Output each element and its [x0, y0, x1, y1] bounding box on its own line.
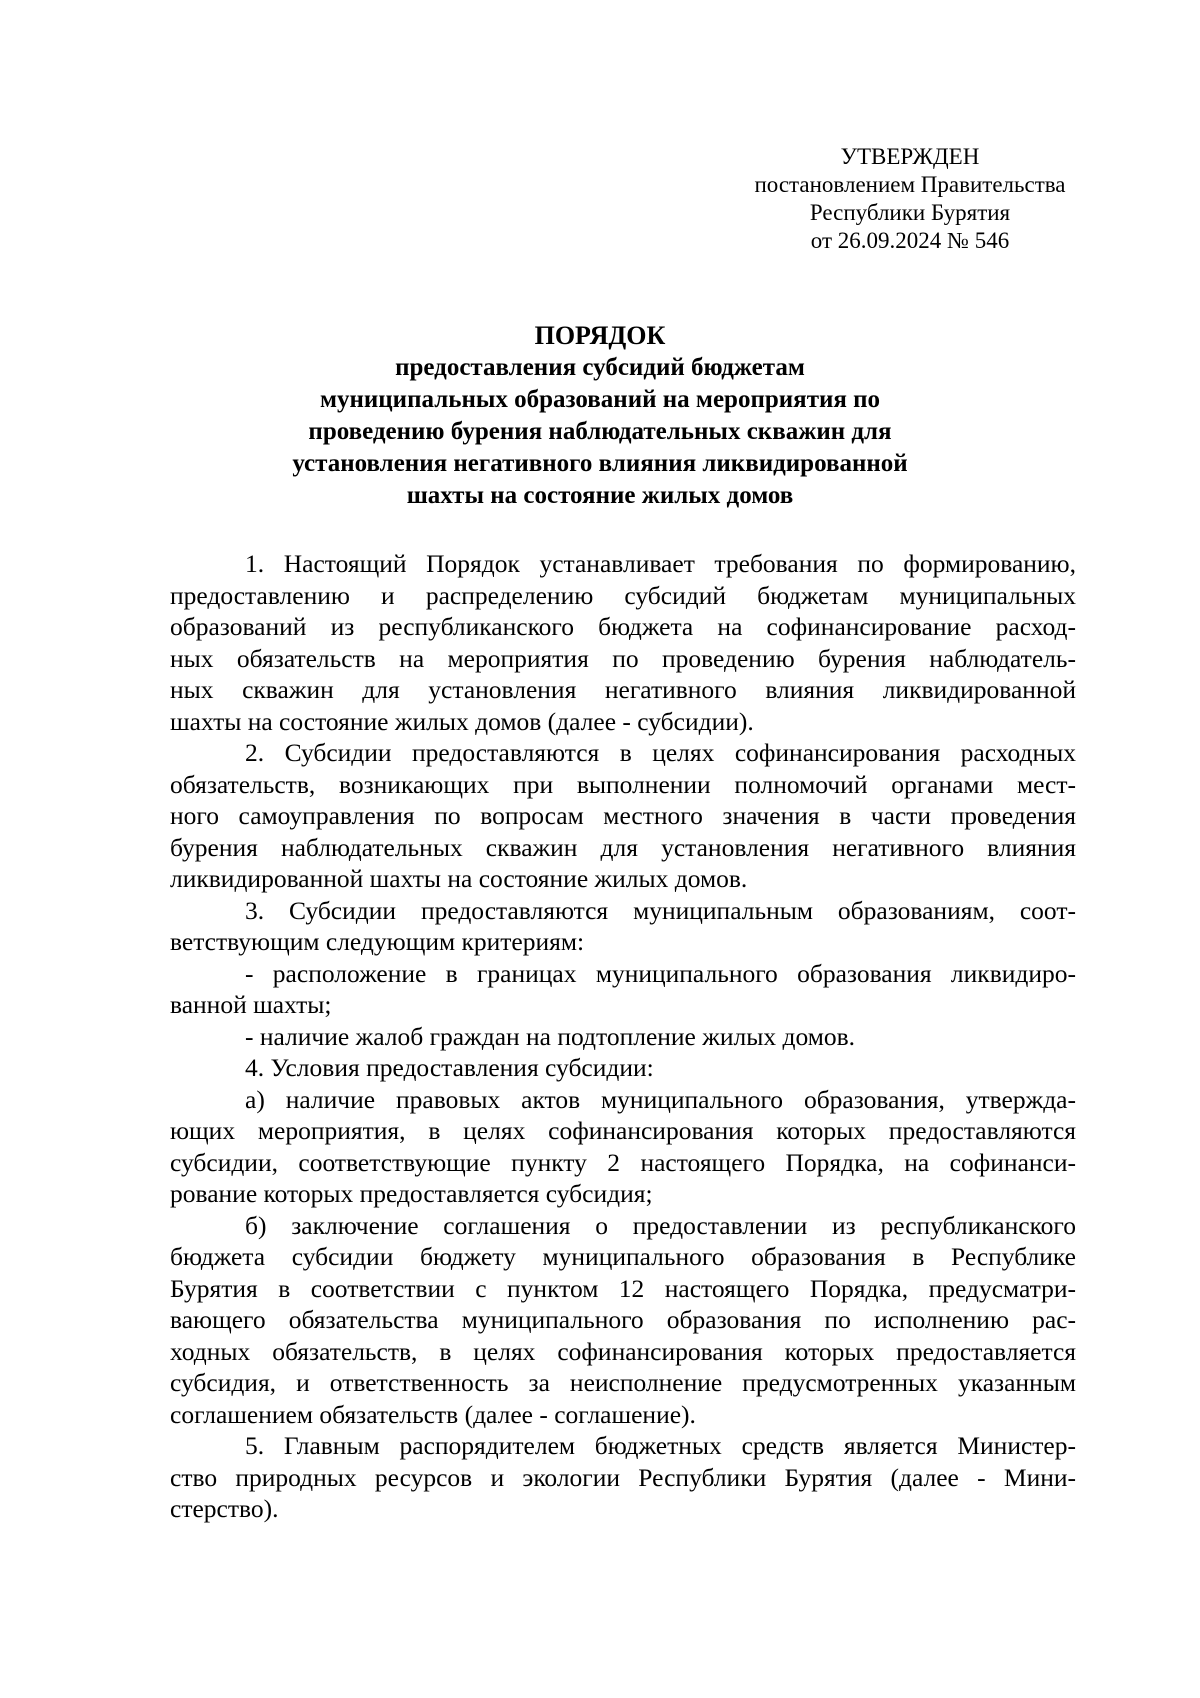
- approval-stamp: [740, 143, 1080, 255]
- approval-line: Республики Бурятия: [809, 200, 1011, 225]
- paragraph-line: б) заключение соглашения о предоставлении из республиканского: [245, 1210, 1076, 1240]
- subtitle-line: установления негативного влияния ликвидированной: [292, 450, 908, 477]
- paragraph-line: обязательств, возникающих при выполнении полномочий органами мест-: [170, 769, 1076, 799]
- paragraph-line: бурения наблюдательных скважин для установления негативного влияния: [170, 832, 1076, 862]
- paragraph-line: 4. Условия предоставления субсидии:: [245, 1053, 654, 1082]
- paragraph-line: предоставлению и распределению субсидий бюджетам муниципальных: [170, 580, 1076, 610]
- document-heading: [150, 320, 1050, 512]
- paragraph-line: ходных обязательств, в целях софинансирования которых предоставляется: [170, 1336, 1076, 1366]
- paragraph-line: ликвидированной шахты на состояние жилых домов.: [170, 864, 748, 893]
- paragraph-line: ных обязательств на мероприятия по проведению бурения наблюдатель-: [170, 643, 1076, 673]
- approval-line: от 26.09.2024 № 546: [810, 228, 1010, 253]
- approval-line: постановлением Правительства: [754, 172, 1066, 197]
- document-subtitle: [150, 352, 1050, 512]
- paragraph-line: 3. Субсидии предоставляются муниципальным образованиям, соот-: [245, 895, 1076, 925]
- paragraph-line: образований из республиканского бюджета на софинансирование расход-: [170, 612, 1076, 641]
- paragraph-line: ванной шахты;: [170, 990, 332, 1019]
- subtitle-line: проведению бурения наблюдательных скважин для: [308, 418, 892, 445]
- paragraph-line: 5. Главным распорядителем бюджетных средств является Министер-: [245, 1431, 1076, 1460]
- paragraph-line: а) наличие правовых актов муниципального образования, утвержда-: [245, 1084, 1076, 1114]
- approval-line: УТВЕРЖДЕН: [840, 144, 980, 169]
- paragraph-line: - расположение в границах муниципального образования ликвидиро-: [245, 958, 1076, 988]
- subtitle-line: шахты на состояние жилых домов: [406, 482, 794, 509]
- paragraph-line: соглашением обязательств (далее - соглашение).: [170, 1399, 696, 1429]
- paragraph-line: 2. Субсидии предоставляются в целях софинансирования расходных: [245, 738, 1076, 767]
- paragraph-line: ветствующим следующим критериям:: [170, 927, 585, 956]
- paragraph-line: рование которых предоставляется субсидия;: [170, 1179, 653, 1208]
- paragraph-line: Бурятия в соответствии с пунктом 12 настоящего Порядка, предусматри-: [170, 1273, 1076, 1303]
- paragraph-line: ных скважин для установления негативного влияния ликвидированной: [170, 675, 1076, 704]
- subtitle-line: муниципальных образований на мероприятия по: [319, 386, 881, 413]
- document-body: [170, 548, 1076, 1525]
- subtitle-line: предоставления субсидий бюджетам: [395, 354, 805, 381]
- paragraph-line: ющих мероприятия, в целях софинансирования которых предоставляются: [170, 1116, 1076, 1145]
- paragraph-line: - наличие жалоб граждан на подтопление жилых домов.: [245, 1021, 856, 1051]
- paragraph-line: ство природных ресурсов и экологии Республики Бурятия (далее - Мини-: [170, 1462, 1076, 1492]
- paragraph-line: вающего обязательства муниципального образования по исполнению рас-: [170, 1305, 1076, 1334]
- paragraph-line: шахты на состояние жилых домов (далее - субсидии).: [170, 706, 754, 736]
- paragraph-line: 1. Настоящий Порядок устанавливает требования по формированию,: [245, 549, 1076, 578]
- paragraph-line: субсидии, соответствующие пункту 2 настоящего Порядка, на софинанси-: [170, 1147, 1076, 1177]
- paragraph-line: субсидия, и ответственность за неисполнение предусмотренных указанным: [170, 1368, 1076, 1397]
- document-title: ПОРЯДОК: [534, 321, 666, 350]
- paragraph-line: стерство).: [170, 1494, 279, 1523]
- paragraph-line: бюджета субсидии бюджету муниципального образования в Республике: [170, 1242, 1076, 1271]
- paragraph-line: ного самоуправления по вопросам местного значения в части проведения: [170, 801, 1076, 830]
